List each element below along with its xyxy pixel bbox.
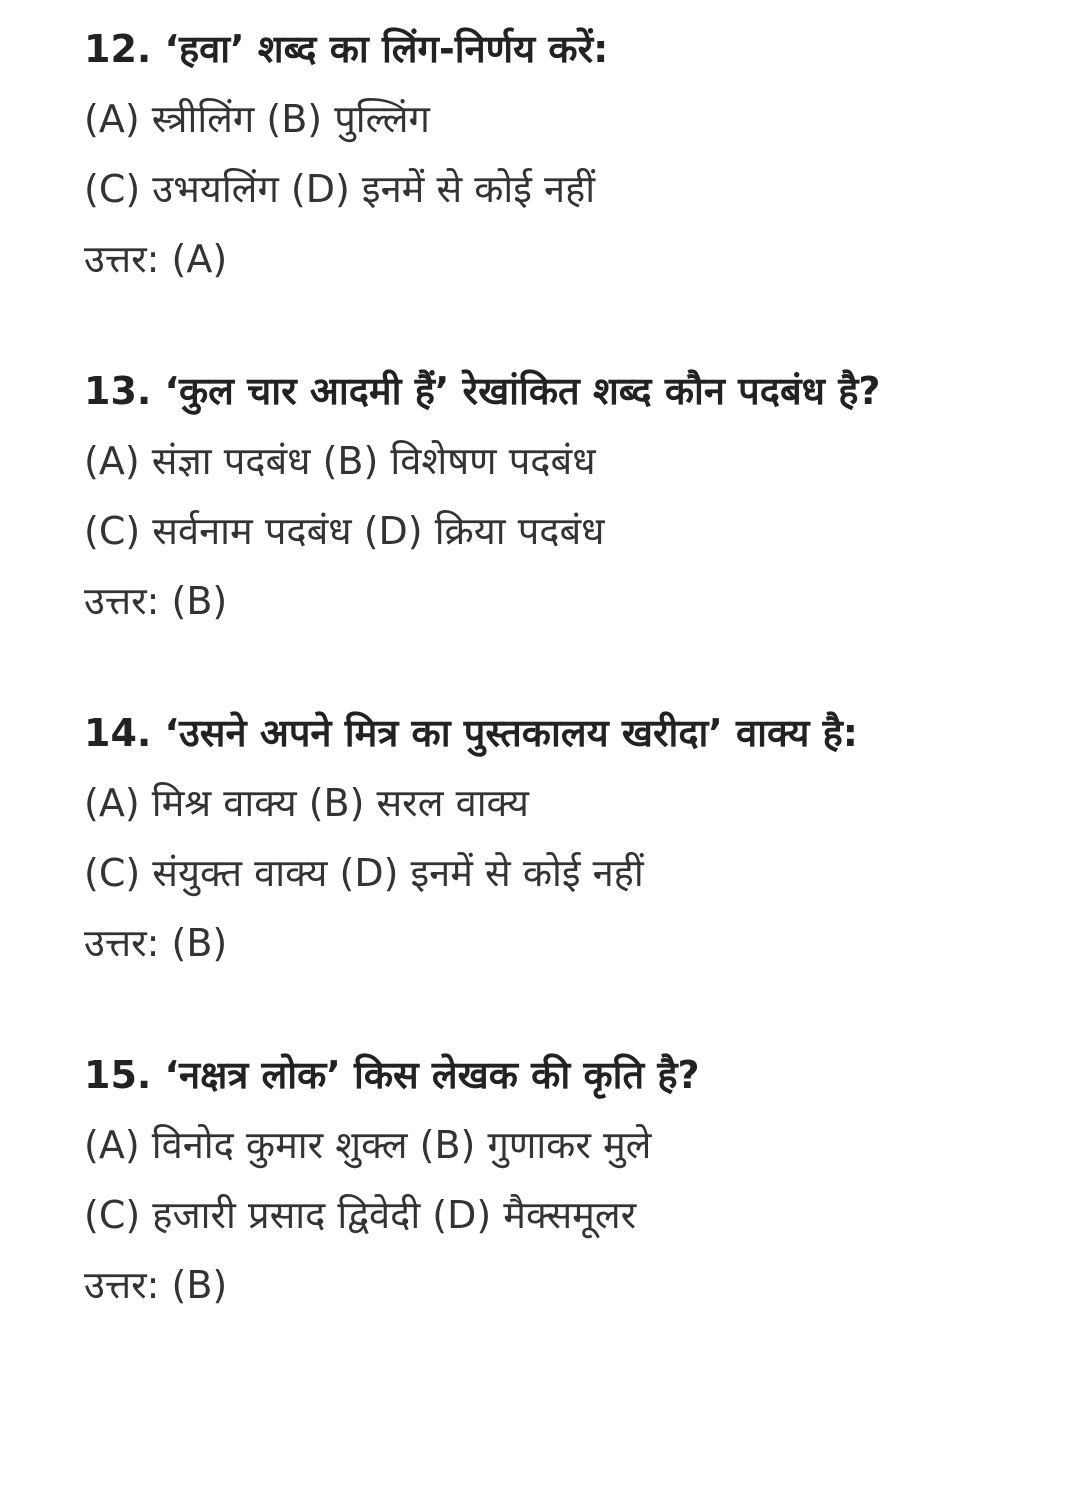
question-block-15 bbox=[84, 1040, 1024, 1320]
question-text: 14. ‘उसने अपने मित्र का पुस्तकालय खरीदा’ वाक्य है: bbox=[84, 711, 858, 755]
question-text: 15. ‘नक्षत्र लोक’ किस लेखक की कृति है? bbox=[84, 1053, 700, 1097]
options-line: (A) विनोद कुमार शुक्ल (B) गुणाकर मुले bbox=[84, 1123, 652, 1167]
answer-text: उत्तर: (A) bbox=[84, 237, 228, 281]
options-line: (A) मिश्र वाक्य (B) सरल वाक्य bbox=[84, 781, 529, 825]
question-block-12 bbox=[84, 14, 1024, 294]
question-block-14 bbox=[84, 698, 1024, 978]
options-line: (C) हजारी प्रसाद द्विवेदी (D) मैक्समूलर bbox=[84, 1193, 637, 1237]
question-text: 12. ‘हवा’ शब्द का लिंग-निर्णय करें: bbox=[84, 27, 609, 71]
answer-text: उत्तर: (B) bbox=[84, 1263, 228, 1307]
options-line: (C) सर्वनाम पदबंध (D) क्रिया पदबंध bbox=[84, 509, 605, 553]
options-line: (C) उभयलिंग (D) इनमें से कोई नहीं bbox=[84, 167, 596, 211]
question-block-13 bbox=[84, 356, 1024, 636]
options-line: (C) संयुक्त वाक्य (D) इनमें से कोई नहीं bbox=[84, 851, 644, 895]
options-line: (A) संज्ञा पदबंध (B) विशेषण पदबंध bbox=[84, 439, 596, 483]
question-text: 13. ‘कुल चार आदमी हैं’ रेखांकित शब्द कौन पदबंध है? bbox=[84, 369, 881, 413]
answer-text: उत्तर: (B) bbox=[84, 921, 228, 965]
options-line: (A) स्त्रीलिंग (B) पुल्लिंग bbox=[84, 97, 430, 141]
quiz-content bbox=[84, 14, 1024, 1320]
answer-text: उत्तर: (B) bbox=[84, 579, 228, 623]
